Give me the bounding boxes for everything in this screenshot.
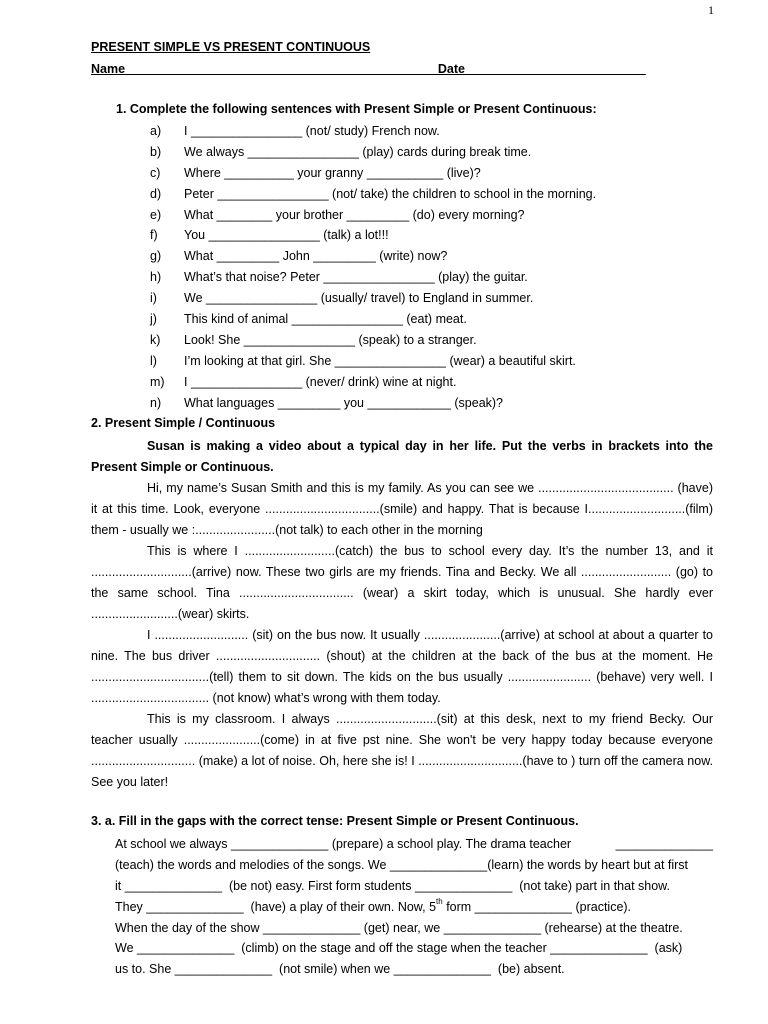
- list-item: g) What _________ John _________ (write) now?: [150, 249, 448, 264]
- exercise3-line: They ______________ (have) a play of their own. Now, 5th form ______________ (practice).: [115, 896, 632, 914]
- list-item: i) We ________________ (usually/ travel) to England in summer.: [150, 291, 534, 306]
- list-item: l) I’m looking at that girl. She ________________ (wear) a beautiful skirt.: [150, 353, 576, 368]
- exercise3-line: (teach) the words and melodies of the songs. We ______________(learn) the words by heart but at first: [115, 857, 689, 872]
- list-item: m) I ________________ (never/ drink) wine at night.: [150, 374, 457, 389]
- exercise2-instruction: Susan is making a video about a typical day in her life. Put the verbs in brackets into the Present Simple or Continuous.: [91, 439, 713, 474]
- exercise3-line: We ______________ (climb) on the stage and off the stage when the teacher ______________ (ask): [115, 941, 683, 956]
- worksheet-title: PRESENT SIMPLE VS PRESENT CONTINUOUS: [91, 40, 371, 54]
- exercise2-paragraph: I ........................... (sit) on the bus now. It usually ......................(arrive) at school at about a quarter to nine. The bus driver .............................. (shout) at the children at the back of the bus at the moment. He ..................................(tell) them to sit down. The kids on the bus usually ........................ (behave) very well. I .................................. (not know) what’s wrong with them today.: [91, 628, 713, 705]
- exercise3-line: it ______________ (be not) easy. First form students ______________ (not take) part in that show.: [115, 878, 670, 893]
- list-item: b) We always ________________ (play) cards during break time.: [150, 144, 532, 159]
- list-item: j) This kind of animal ________________ (eat) meat.: [150, 312, 467, 327]
- list-item: e) What ________ your brother _________ (do) every morning?: [150, 207, 525, 222]
- list-item: h) What’s that noise? Peter ________________ (play) the guitar.: [150, 270, 528, 285]
- exercise2-paragraph: Hi, my name’s Susan Smith and this is my family. As you can see we ....................................... (have) it at this time. Look, everyone .................................(smile) and happy. That is because I............................(film) them - usually we :.......................(not talk) to each other in the morning: [91, 481, 713, 537]
- list-item: a) I ________________ (not/ study) French now.: [150, 124, 440, 138]
- exercise1-list: [150, 123, 596, 415]
- exercise3-body: [115, 834, 713, 980]
- exercise1-heading: 1. Complete the following sentences with Present Simple or Present Continuous:: [116, 102, 597, 116]
- exercise3-line: us to. She ______________ (not smile) when we ______________ (be) absent.: [115, 962, 565, 977]
- exercise3-heading: 3. a. Fill in the gaps with the correct tense: Present Simple or Present Continuous.: [91, 814, 579, 828]
- list-item: f) You ________________ (talk) a lot!!!: [150, 228, 389, 243]
- name-date-line: Name_____________________________________________Date__________________________: [91, 62, 646, 76]
- exercise3-line: When the day of the show ______________ (get) near, we ______________ (rehearse) at the theatre.: [115, 920, 683, 935]
- exercise2-paragraph: This is where I ..........................(catch) the bus to school every day. It’s the number 13, and it .............................(arrive) now. These two girls are my friends. Tina and Becky. We all .......................... (go) to the same school. Tina ................................. (wear) a skirt today, which is unusual. She hardly ever .........................(wear) skirts.: [91, 544, 713, 621]
- exercise2-heading: 2. Present Simple / Continuous: [91, 416, 276, 430]
- page-number: 1: [708, 3, 714, 17]
- exercise2-body: [91, 436, 713, 793]
- list-item: k) Look! She ________________ (speak) to a stranger.: [150, 332, 477, 347]
- exercise3-line: At school we always ______________ (prepare) a school play. The drama teacher ______________: [115, 837, 713, 851]
- exercise2-paragraph: This is my classroom. I always .............................(sit) at this desk, next to my friend Becky. Our teacher usually ......................(come) in at five pst nine. She won't be very happy today because everyone .............................. (make) a lot of noise. Oh, here she is! I ..............................(have to ) turn off the camera now. See you later!: [91, 712, 713, 789]
- list-item: n) What languages _________ you ____________ (speak)?: [150, 395, 504, 410]
- list-item: c) Where __________ your granny ___________ (live)?: [150, 165, 481, 180]
- list-item: d) Peter ________________ (not/ take) the children to school in the morning.: [150, 186, 597, 201]
